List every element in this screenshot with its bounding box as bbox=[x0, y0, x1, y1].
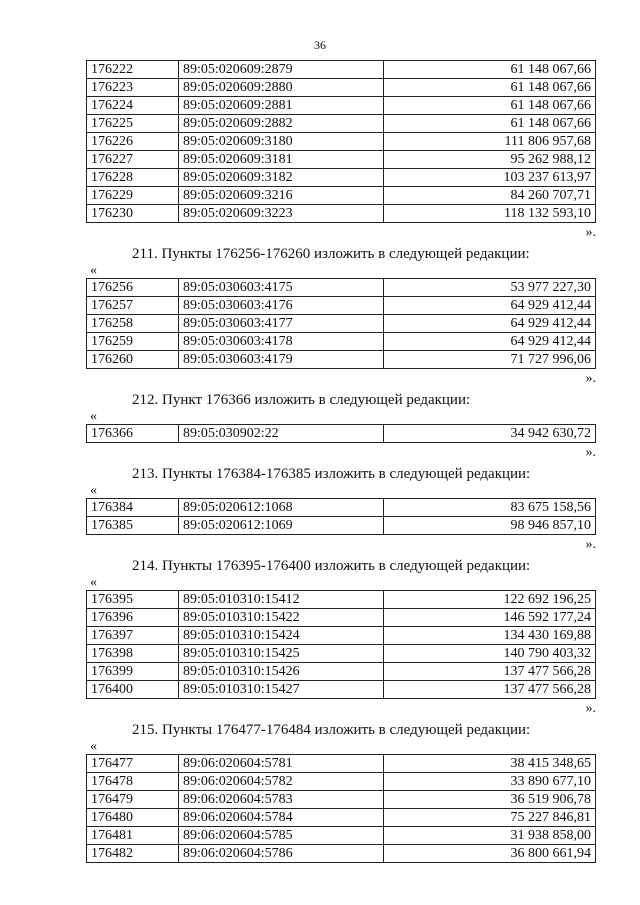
open-quote: « bbox=[90, 263, 97, 278]
value-cell: 64 929 412,44 bbox=[384, 315, 596, 333]
section-heading: 214. Пункты 176395-176400 изложить в следующей редакции: bbox=[132, 558, 531, 574]
cadastral-number-cell: 89:05:030603:4177 bbox=[179, 315, 384, 333]
table-row bbox=[87, 845, 596, 863]
cadastral-number-cell: 89:05:010310:15425 bbox=[179, 645, 384, 663]
table-row bbox=[87, 517, 596, 535]
table-row bbox=[87, 315, 596, 333]
cadastral-number-cell: 89:06:020604:5784 bbox=[179, 809, 384, 827]
item-number-cell: 176227 bbox=[87, 151, 179, 169]
close-quote: ». bbox=[585, 371, 596, 386]
value-cell: 118 132 593,10 bbox=[384, 205, 596, 223]
document-body bbox=[86, 60, 596, 863]
value-cell: 36 800 661,94 bbox=[384, 845, 596, 863]
item-number-cell: 176478 bbox=[87, 773, 179, 791]
table-row bbox=[87, 61, 596, 79]
value-cell: 31 938 858,00 bbox=[384, 827, 596, 845]
value-cell: 137 477 566,28 bbox=[384, 681, 596, 699]
table-row bbox=[87, 499, 596, 517]
table-row bbox=[87, 591, 596, 609]
value-cell: 71 727 996,06 bbox=[384, 351, 596, 369]
item-number-cell: 176256 bbox=[87, 279, 179, 297]
table-row bbox=[87, 681, 596, 699]
cadastral-number-cell: 89:05:020612:1069 bbox=[179, 517, 384, 535]
item-number-cell: 176399 bbox=[87, 663, 179, 681]
data-table bbox=[86, 754, 596, 863]
value-cell: 95 262 988,12 bbox=[384, 151, 596, 169]
cadastral-number-cell: 89:06:020604:5786 bbox=[179, 845, 384, 863]
item-number-cell: 176480 bbox=[87, 809, 179, 827]
cadastral-number-cell: 89:05:030603:4175 bbox=[179, 279, 384, 297]
value-cell: 84 260 707,71 bbox=[384, 187, 596, 205]
cadastral-number-cell: 89:05:030902:22 bbox=[179, 425, 384, 443]
item-number-cell: 176477 bbox=[87, 755, 179, 773]
table-row bbox=[87, 79, 596, 97]
item-number-cell: 176224 bbox=[87, 97, 179, 115]
item-number-cell: 176396 bbox=[87, 609, 179, 627]
cadastral-number-cell: 89:06:020604:5782 bbox=[179, 773, 384, 791]
section-heading: 212. Пункт 176366 изложить в следующей редакции: bbox=[132, 392, 471, 408]
table-row bbox=[87, 645, 596, 663]
cadastral-number-cell: 89:05:020609:3181 bbox=[179, 151, 384, 169]
section-heading: 213. Пункты 176384-176385 изложить в следующей редакции: bbox=[132, 466, 531, 482]
item-number-cell: 176385 bbox=[87, 517, 179, 535]
cadastral-number-cell: 89:05:010310:15427 bbox=[179, 681, 384, 699]
table-row bbox=[87, 773, 596, 791]
table-row bbox=[87, 187, 596, 205]
table-row bbox=[87, 351, 596, 369]
item-number-cell: 176395 bbox=[87, 591, 179, 609]
cadastral-number-cell: 89:05:010310:15422 bbox=[179, 609, 384, 627]
cadastral-number-cell: 89:05:030603:4176 bbox=[179, 297, 384, 315]
table-row bbox=[87, 333, 596, 351]
data-table bbox=[86, 60, 596, 223]
value-cell: 134 430 169,88 bbox=[384, 627, 596, 645]
value-cell: 111 806 957,68 bbox=[384, 133, 596, 151]
table-row bbox=[87, 809, 596, 827]
data-table bbox=[86, 278, 596, 369]
close-quote: ». bbox=[585, 701, 596, 716]
value-cell: 75 227 846,81 bbox=[384, 809, 596, 827]
value-cell: 36 519 906,78 bbox=[384, 791, 596, 809]
item-number-cell: 176258 bbox=[87, 315, 179, 333]
table-row bbox=[87, 755, 596, 773]
section-heading: 211. Пункты 176256-176260 изложить в следующей редакции: bbox=[132, 246, 530, 262]
value-cell: 137 477 566,28 bbox=[384, 663, 596, 681]
item-number-cell: 176366 bbox=[87, 425, 179, 443]
data-table bbox=[86, 424, 596, 443]
table-row bbox=[87, 827, 596, 845]
item-number-cell: 176400 bbox=[87, 681, 179, 699]
item-number-cell: 176226 bbox=[87, 133, 179, 151]
item-number-cell: 176257 bbox=[87, 297, 179, 315]
value-cell: 146 592 177,24 bbox=[384, 609, 596, 627]
cadastral-number-cell: 89:05:020609:3216 bbox=[179, 187, 384, 205]
table-row bbox=[87, 297, 596, 315]
cadastral-number-cell: 89:05:020609:3182 bbox=[179, 169, 384, 187]
open-quote: « bbox=[90, 739, 97, 754]
item-number-cell: 176481 bbox=[87, 827, 179, 845]
close-quote: ». bbox=[585, 225, 596, 240]
cadastral-number-cell: 89:05:020609:3180 bbox=[179, 133, 384, 151]
cadastral-number-cell: 89:05:030603:4178 bbox=[179, 333, 384, 351]
data-table bbox=[86, 498, 596, 535]
cadastral-number-cell: 89:05:020609:2881 bbox=[179, 97, 384, 115]
item-number-cell: 176259 bbox=[87, 333, 179, 351]
open-quote: « bbox=[90, 409, 97, 424]
value-cell: 122 692 196,25 bbox=[384, 591, 596, 609]
value-cell: 33 890 677,10 bbox=[384, 773, 596, 791]
cadastral-number-cell: 89:05:020609:2882 bbox=[179, 115, 384, 133]
table-row bbox=[87, 151, 596, 169]
item-number-cell: 176228 bbox=[87, 169, 179, 187]
section-heading: 215. Пункты 176477-176484 изложить в следующей редакции: bbox=[132, 722, 531, 738]
table-row bbox=[87, 205, 596, 223]
item-number-cell: 176398 bbox=[87, 645, 179, 663]
value-cell: 61 148 067,66 bbox=[384, 61, 596, 79]
cadastral-number-cell: 89:06:020604:5781 bbox=[179, 755, 384, 773]
item-number-cell: 176479 bbox=[87, 791, 179, 809]
data-table bbox=[86, 590, 596, 699]
cadastral-number-cell: 89:05:020612:1068 bbox=[179, 499, 384, 517]
cadastral-number-cell: 89:05:030603:4179 bbox=[179, 351, 384, 369]
table-row bbox=[87, 97, 596, 115]
table-row bbox=[87, 425, 596, 443]
cadastral-number-cell: 89:05:010310:15412 bbox=[179, 591, 384, 609]
value-cell: 98 946 857,10 bbox=[384, 517, 596, 535]
close-quote: ». bbox=[585, 537, 596, 552]
table-row bbox=[87, 133, 596, 151]
cadastral-number-cell: 89:05:020609:2880 bbox=[179, 79, 384, 97]
cadastral-number-cell: 89:05:010310:15424 bbox=[179, 627, 384, 645]
item-number-cell: 176223 bbox=[87, 79, 179, 97]
value-cell: 61 148 067,66 bbox=[384, 97, 596, 115]
table-row bbox=[87, 663, 596, 681]
table-row bbox=[87, 627, 596, 645]
cadastral-number-cell: 89:05:020609:3223 bbox=[179, 205, 384, 223]
cadastral-number-cell: 89:05:020609:2879 bbox=[179, 61, 384, 79]
value-cell: 34 942 630,72 bbox=[384, 425, 596, 443]
item-number-cell: 176384 bbox=[87, 499, 179, 517]
cadastral-number-cell: 89:06:020604:5785 bbox=[179, 827, 384, 845]
item-number-cell: 176397 bbox=[87, 627, 179, 645]
cadastral-number-cell: 89:06:020604:5783 bbox=[179, 791, 384, 809]
item-number-cell: 176225 bbox=[87, 115, 179, 133]
item-number-cell: 176260 bbox=[87, 351, 179, 369]
value-cell: 61 148 067,66 bbox=[384, 79, 596, 97]
table-row bbox=[87, 791, 596, 809]
value-cell: 64 929 412,44 bbox=[384, 333, 596, 351]
value-cell: 53 977 227,30 bbox=[384, 279, 596, 297]
table-row bbox=[87, 115, 596, 133]
item-number-cell: 176222 bbox=[87, 61, 179, 79]
value-cell: 64 929 412,44 bbox=[384, 297, 596, 315]
page-number: 36 bbox=[314, 38, 326, 52]
table-row bbox=[87, 169, 596, 187]
item-number-cell: 176229 bbox=[87, 187, 179, 205]
value-cell: 103 237 613,97 bbox=[384, 169, 596, 187]
item-number-cell: 176230 bbox=[87, 205, 179, 223]
open-quote: « bbox=[90, 483, 97, 498]
value-cell: 61 148 067,66 bbox=[384, 115, 596, 133]
table-row bbox=[87, 279, 596, 297]
table-row bbox=[87, 609, 596, 627]
value-cell: 38 415 348,65 bbox=[384, 755, 596, 773]
cadastral-number-cell: 89:05:010310:15426 bbox=[179, 663, 384, 681]
item-number-cell: 176482 bbox=[87, 845, 179, 863]
value-cell: 83 675 158,56 bbox=[384, 499, 596, 517]
close-quote: ». bbox=[585, 445, 596, 460]
open-quote: « bbox=[90, 575, 97, 590]
value-cell: 140 790 403,32 bbox=[384, 645, 596, 663]
